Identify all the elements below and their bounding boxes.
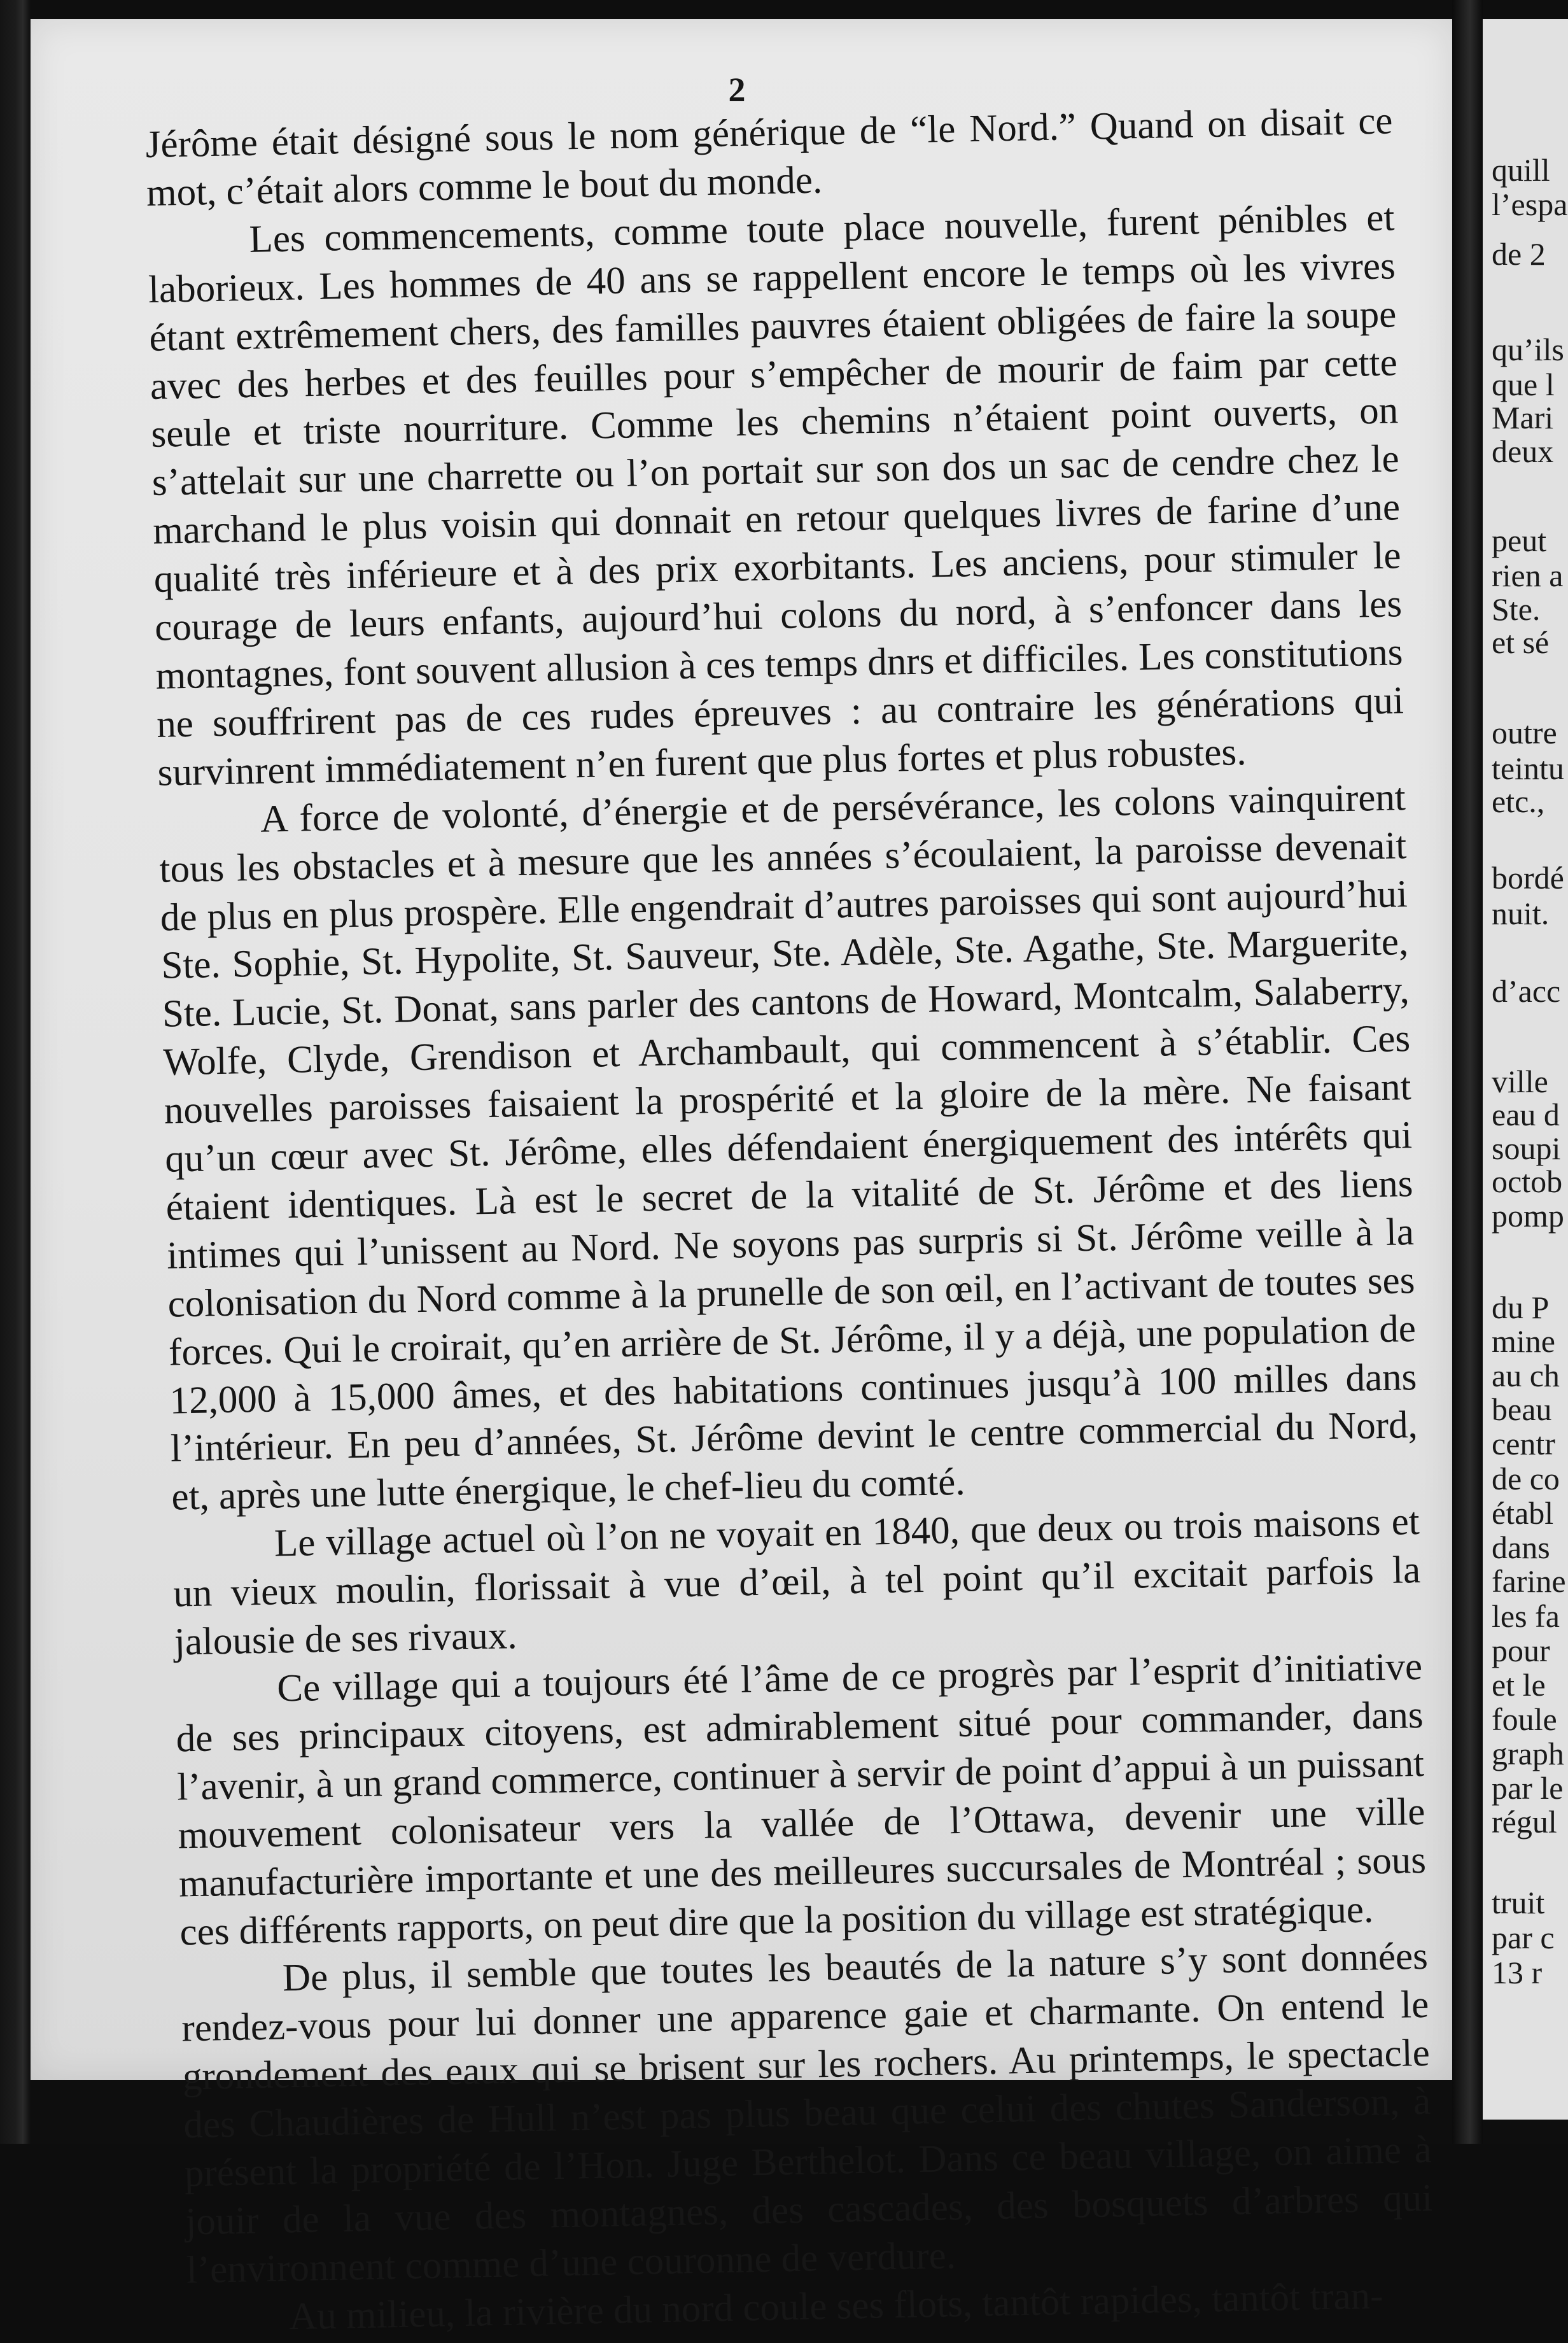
right-page-fragment: octob: [1492, 1164, 1563, 1199]
right-page-fragment: les fa: [1492, 1598, 1560, 1634]
right-page-fragment: foule: [1492, 1701, 1557, 1737]
right-page-fragment: eau d: [1492, 1097, 1560, 1132]
paragraph: A force de volonté, d’énergie et de persévérance, les colons vainquirent tous les obstacles et à mesure que les années s’écoulaient, la paroisse devenait de plus en plus prospère. Elle engendrait d’autres paroisses qui sont aujourd’hui Ste. Sophie, St. Hypolite, St. Sauveur, Ste. Adèle, Ste. Agathe, Ste. Marguerite, Ste. Lucie, St. Donat, sans parler des cantons de Howard, Montcalm, Salaberry, Wolfe, Clyde, Grendison et Archambault, qui commencent à s’établir. Ces nouvelles paroisses faisaient la prospérité et la gloire de la mère. Ne faisant qu’un cœur avec St. Jérôme, elles défendaient énergiquement des intérêts qui étaient identiques. Là est le secret de la vitalité de St. Jérôme et des liens intimes qui l’unissent au Nord. Ne soyons pas surpris si St. Jérôme veille à la colonisation du Nord comme à la prunelle de son œil, en l’activant de toutes ses forces. Qui le croirait, qu’en arrière de St. Jérôme, il y a déjà, une population de 12,000 à 15,000 âmes, et des habitations continues jusqu’à 100 milles dans l’intérieur. En peu d’années, St. Jérôme devint le centre commercial du Nord, et, après une lutte énergique, le chef-lieu du comté.: [158, 775, 1418, 1519]
right-page-edge: [1483, 19, 1568, 2120]
right-page-fragment: truit: [1492, 1885, 1545, 1920]
right-page-fragment: pour: [1492, 1633, 1550, 1668]
right-page-fragment: rien a: [1492, 558, 1564, 593]
page-number: 2: [728, 71, 746, 109]
right-page-fragment: d’acc: [1492, 973, 1561, 1009]
right-page-fragment: établ: [1492, 1495, 1554, 1531]
right-page-fragment: ville: [1492, 1064, 1548, 1099]
right-page-fragment: qu’ils: [1492, 332, 1564, 367]
paragraph: Ce village qui a toujours été l’âme de ce progrès par l’esprit d’initiative de ses principaux citoyens, est admirablement situé pour commander, dans l’avenir, à un grand commerce, continuer à servir de point d’appui à un puissant mouvement colonisateur vers la vallée de l’Ottawa, devenir une ville manufacturière importante et une des meilleures succursales de Montréal ; sous ces différents rapports, on peut dire que la position du village est stratégique.: [176, 1645, 1427, 1954]
right-page-fragment: du P: [1492, 1290, 1550, 1325]
right-page-fragment: teintu: [1492, 750, 1564, 786]
right-page-fragment: 13 r: [1492, 1955, 1543, 1990]
right-page-fragment: graph: [1492, 1736, 1564, 1771]
right-page-fragment: outre: [1492, 715, 1557, 750]
right-page-fragment: l’espa: [1492, 186, 1568, 222]
right-page-fragment: de 2: [1492, 236, 1546, 272]
right-page-fragment: etc.,: [1492, 784, 1545, 819]
right-page-fragment: par c: [1492, 1920, 1555, 1955]
right-page-fragment: Ste.: [1492, 591, 1541, 627]
right-page-fragment: et le: [1492, 1667, 1546, 1703]
paragraph: Jérôme était désigné sous le nom générique de “le Nord.” Quand on disait ce mot, c’était alors comme le bout du monde.: [145, 99, 1394, 215]
left-page: [31, 19, 1452, 2339]
paragraph: Le village actuel où l’on ne voyait en 1840, que deux ou trois maisons et un vieux moulin, florissait à vue d’œil, à tel point qu’il excitait parfois la jalousie de ses rivaux.: [172, 1500, 1421, 1664]
right-page-fragment: régul: [1492, 1804, 1557, 1840]
right-page-fragment: soupi: [1492, 1130, 1561, 1166]
paragraph: Les commencements, comme toute place nouvelle, furent pénibles et laborieux. Les hommes de 40 ans se rappellent encore le temps où les vivres étant extrêmement chers, des familles pauvres étaient obligées de faire la soupe avec des herbes et des feuilles pour s’empêcher de mourir de faim par cette seule et triste nourriture. Comme les chemins n’étaient point ouverts, on s’attelait sur une charrette ou l’on portait sur son dos un sac de cendre chez le marchand le plus voisin qui donnait en retour quelques livres de farine d’une qualité très inférieure et à des prix exorbitants. Les anciens, pour stimuler le courage de leurs enfants, aujourd’hui colons du nord, à s’enfoncer dans les montagnes, font souvent allusion à ces temps dnrs et difficiles. Les constitutions ne souffrirent pas de ces rudes épreuves : au contraire les générations qui survinrent immédiatement n’en furent que plus fortes et plus robustes.: [148, 196, 1404, 794]
body-text: [145, 97, 1435, 2343]
right-page-fragment: nuit.: [1492, 896, 1550, 931]
right-page-fragment: farine: [1492, 1563, 1566, 1599]
right-page-fragment: et sé: [1492, 624, 1550, 660]
right-page-fragment: de co: [1492, 1461, 1560, 1496]
right-page-fragment: peut: [1492, 523, 1547, 558]
right-page-fragment: Mari: [1492, 400, 1554, 435]
right-page-fragment: bordé: [1492, 860, 1564, 896]
right-page-fragment: pomp: [1492, 1198, 1564, 1234]
right-page-fragment: au ch: [1492, 1358, 1560, 1393]
right-page-fragment: dans: [1492, 1530, 1550, 1565]
right-page-fragment: deux: [1492, 433, 1554, 469]
right-page-fragment: quill: [1492, 152, 1550, 188]
right-page-fragment: que l: [1492, 367, 1555, 402]
right-page-fragment: par le: [1492, 1770, 1564, 1806]
paragraph: Au milieu, la rivière du nord coule ses flots, tantôt rapides, tantôt tran-: [288, 2274, 1384, 2339]
paragraph: De plus, il semble que toutes les beautés de la nature s’y sont données rendez-vous pour lui donner une apparence gaie et charmante. On entend le grondement des eaux qui se brisent sur les rochers. Au printemps, le spectacle des Chaudières de Hull n’est pas plus beau que celui des chutes Sanderson, à présent la propriété de l’Hon. Juge Berthelot. Dans ce beau village, on aime à jouir de la vue des montagnes, des cascades, des bosquets d’arbres qui l’environnent comme d’une couronne de verdure.: [181, 1935, 1433, 2292]
right-page-fragment: centr: [1492, 1426, 1555, 1461]
right-page-fragment: beau: [1492, 1391, 1552, 1427]
book-gutter: [1452, 0, 1483, 2144]
right-page-fragment: mine: [1492, 1323, 1555, 1359]
